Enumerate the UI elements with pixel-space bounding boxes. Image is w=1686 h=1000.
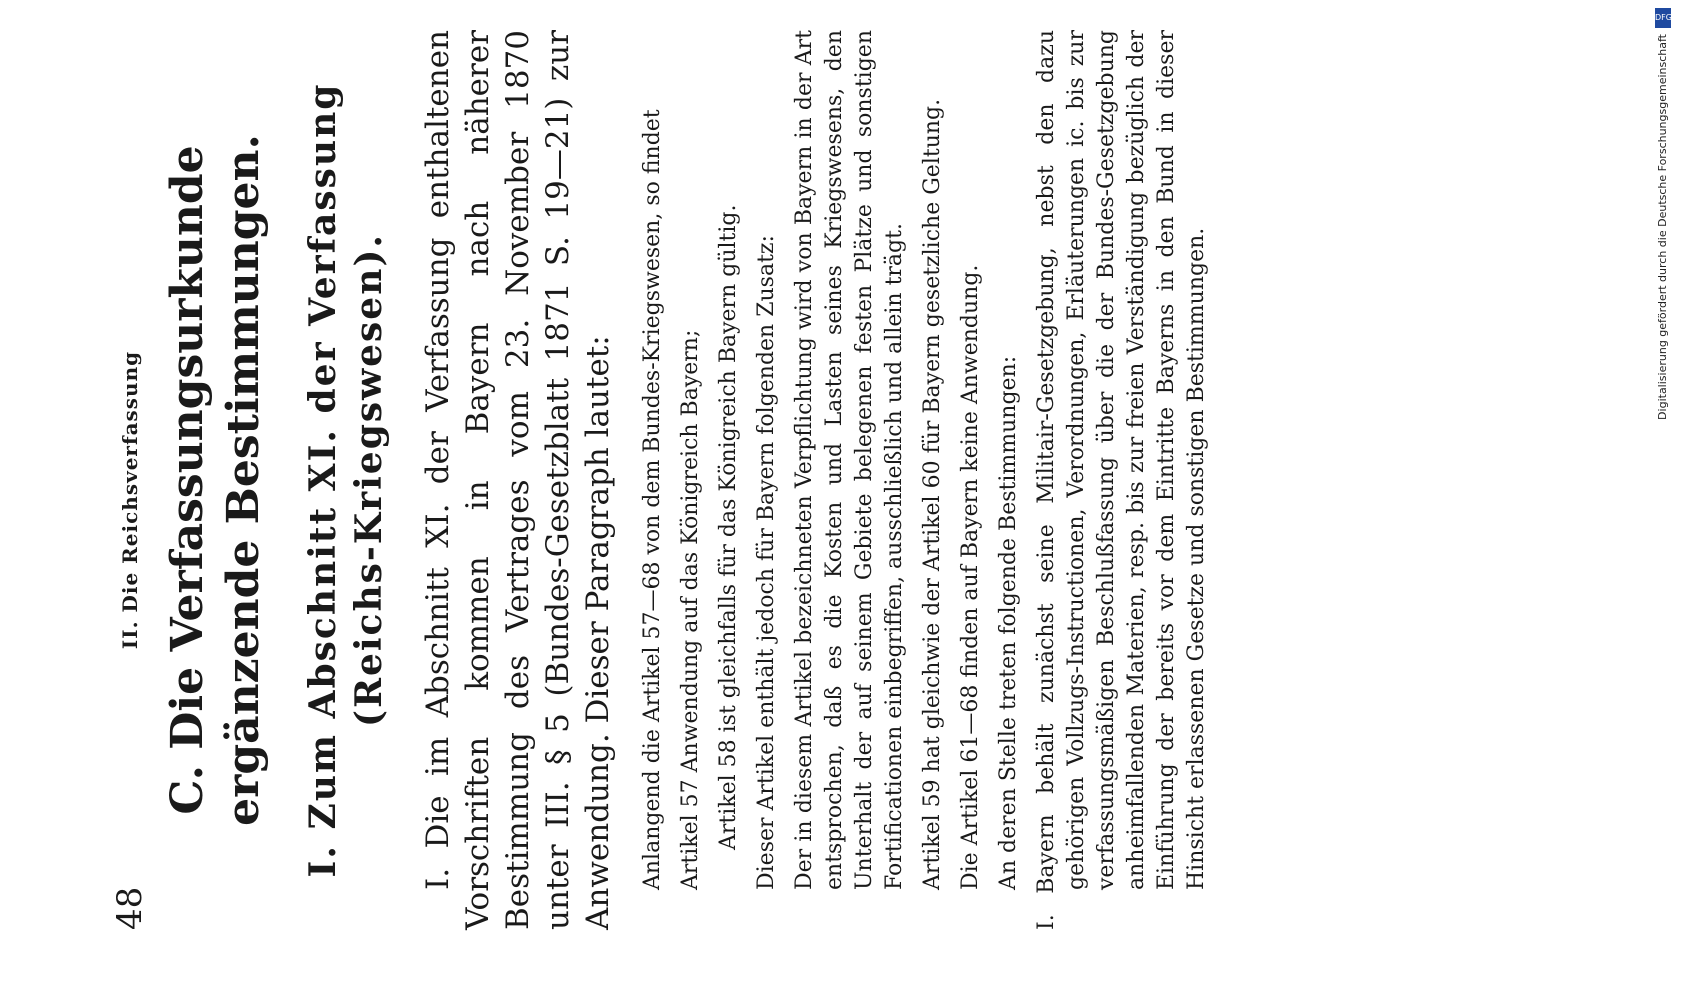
running-head: II. Die Reichsverfassung	[118, 350, 142, 650]
paragraph: I. Bayern behält zunächst seine Militair-Gesetzgebung, nebst den dazu gehörigen Vollzugs-Instructionen, Verordnungen, Erläuterungen ic. bis zur verfassungsmäßigen Beschlußfassung über die der Bundes-Gesetzgebung anheimfallenden Materien, resp. bis zur freien Verständigung bezüglich der Einführung der bereits vor dem Eintritte Bayerns in den Bund in dieser Hinsicht erlassenen Gesetze und sonstigen Bestimmungen.	[1034, 30, 1209, 930]
page-number: 48	[110, 886, 150, 930]
paragraph: Anlangend die Artikel 57—68 von dem Bundes-Kriegswesen, so findet	[640, 109, 665, 890]
section-title: C. Die Verfassungsurkunde ergänzende Bestimmungen.	[162, 134, 269, 826]
paragraph: Artikel 58 ist gleichfalls für das Königreich Bayern gültig.	[716, 204, 741, 850]
page-body	[160, 30, 1220, 930]
paragraph: Artikel 57 Anwendung auf das Königreich Bayern;	[678, 329, 703, 890]
funding-note	[1646, 0, 1682, 1000]
page-header	[110, 70, 150, 930]
paragraph: Der in diesem Artikel bezeichneten Verpflichtung wird von Bayern in der Art entsprochen, daß es die Kosten und Lasten seines Kriegswesens, den Unterhalt der auf seinem Gebiete belegenen festen Plätze und sonstigen Fortificationen einbegriffen, ausschließlich und allein trägt.	[792, 30, 907, 890]
paragraph: An deren Stelle treten folgende Bestimmungen:	[996, 355, 1021, 890]
paragraph: Dieser Artikel enthält jedoch für Bayern folgenden Zusatz:	[754, 235, 779, 890]
dfg-logo: DFG	[1655, 8, 1671, 28]
paragraph: Artikel 59 hat gleichwie der Artikel 60 für Bayern gesetzliche Geltung.	[920, 98, 945, 890]
funding-note-text: Digitalisierung gefördert durch die Deutsche Forschungsgemeinschaft	[1656, 34, 1669, 420]
paragraph: Die Artikel 61—68 finden auf Bayern keine Anwendung.	[958, 264, 983, 890]
subsection-title: I. Zum Abschnitt XI. der Verfassung (Reichs-Kriegswesen).	[302, 82, 390, 878]
intro-paragraph: I. Die im Abschnitt XI. der Verfassung enthaltenen Vorschriften kommen in Bayern nach näherer Bestimmung des Vertrages vom 23. November 1870 unter III. § 5 (Bundes-Gesetzblatt 1871 S. 19—21) zur Anwendung. Dieser Paragraph lautet:	[420, 30, 616, 930]
